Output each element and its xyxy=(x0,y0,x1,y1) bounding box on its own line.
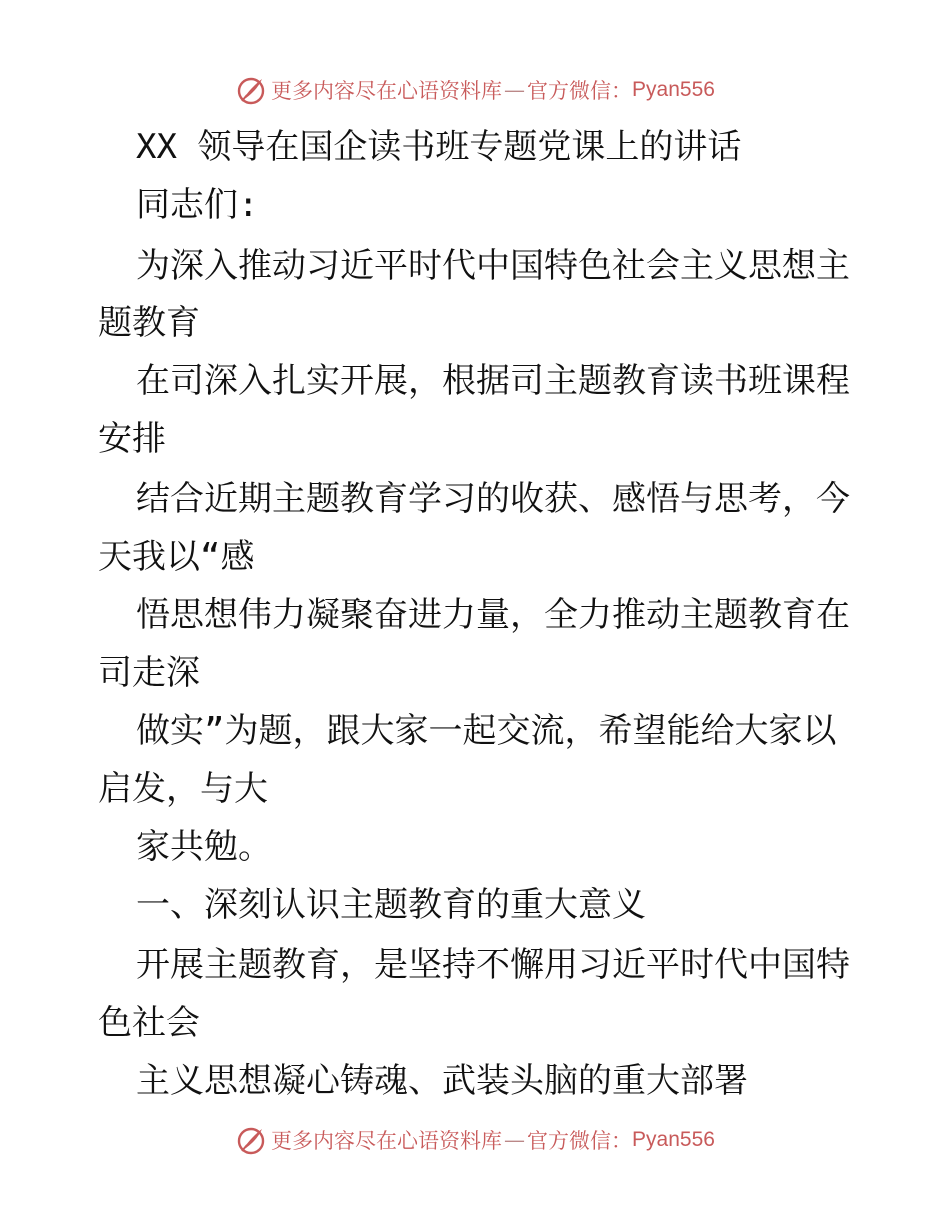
paragraph-line: 色社会 xyxy=(98,1003,200,1043)
watermark-separator: — xyxy=(504,1128,526,1152)
paragraph-line: 安排 xyxy=(98,419,166,459)
header-watermark xyxy=(0,70,950,110)
watermark-official-label: 官方微信： xyxy=(527,79,633,103)
watermark-separator: — xyxy=(504,78,526,102)
watermark-official-label: 官方微信： xyxy=(527,1129,633,1153)
paragraph-line: 题教育 xyxy=(98,303,200,343)
paragraph-line: 在司深入扎实开展，根据司主题教育读书班课程 xyxy=(136,361,850,401)
watermark-main-text: 更多内容尽在心语资料库 xyxy=(271,1129,503,1153)
feather-quill-logo-icon xyxy=(235,1124,267,1156)
paragraph-line: 启发，与大 xyxy=(98,769,268,809)
watermark-main-text: 更多内容尽在心语资料库 xyxy=(271,79,503,103)
section-heading: 一、深刻认识主题教育的重大意义 xyxy=(136,885,646,925)
salutation: 同志们: xyxy=(136,185,259,225)
document-title: XX 领导在国企读书班专题党课上的讲话 xyxy=(136,127,742,167)
watermark-wechat-id: Pyan556 xyxy=(632,1128,715,1151)
paragraph-line: 悟思想伟力凝聚奋进力量，全力推动主题教育在 xyxy=(136,595,850,635)
paragraph-line: 天我以“感 xyxy=(98,537,255,577)
paragraph-line: 做实”为题，跟大家一起交流，希望能给大家以 xyxy=(136,711,837,751)
paragraph-line: 开展主题教育，是坚持不懈用习近平时代中国特 xyxy=(136,945,850,985)
paragraph-line: 为深入推动习近平时代中国特色社会主义思想主 xyxy=(136,246,850,286)
feather-quill-logo-icon xyxy=(235,74,267,106)
paragraph-line: 结合近期主题教育学习的收获、感悟与思考，今 xyxy=(136,479,850,519)
paragraph-line: 司走深 xyxy=(98,653,200,693)
watermark-wechat-id: Pyan556 xyxy=(632,78,715,101)
footer-watermark xyxy=(0,1120,950,1160)
paragraph-line: 家共勉。 xyxy=(136,827,272,867)
paragraph-line: 主义思想凝心铸魂、武装头脑的重大部署 xyxy=(136,1061,748,1101)
